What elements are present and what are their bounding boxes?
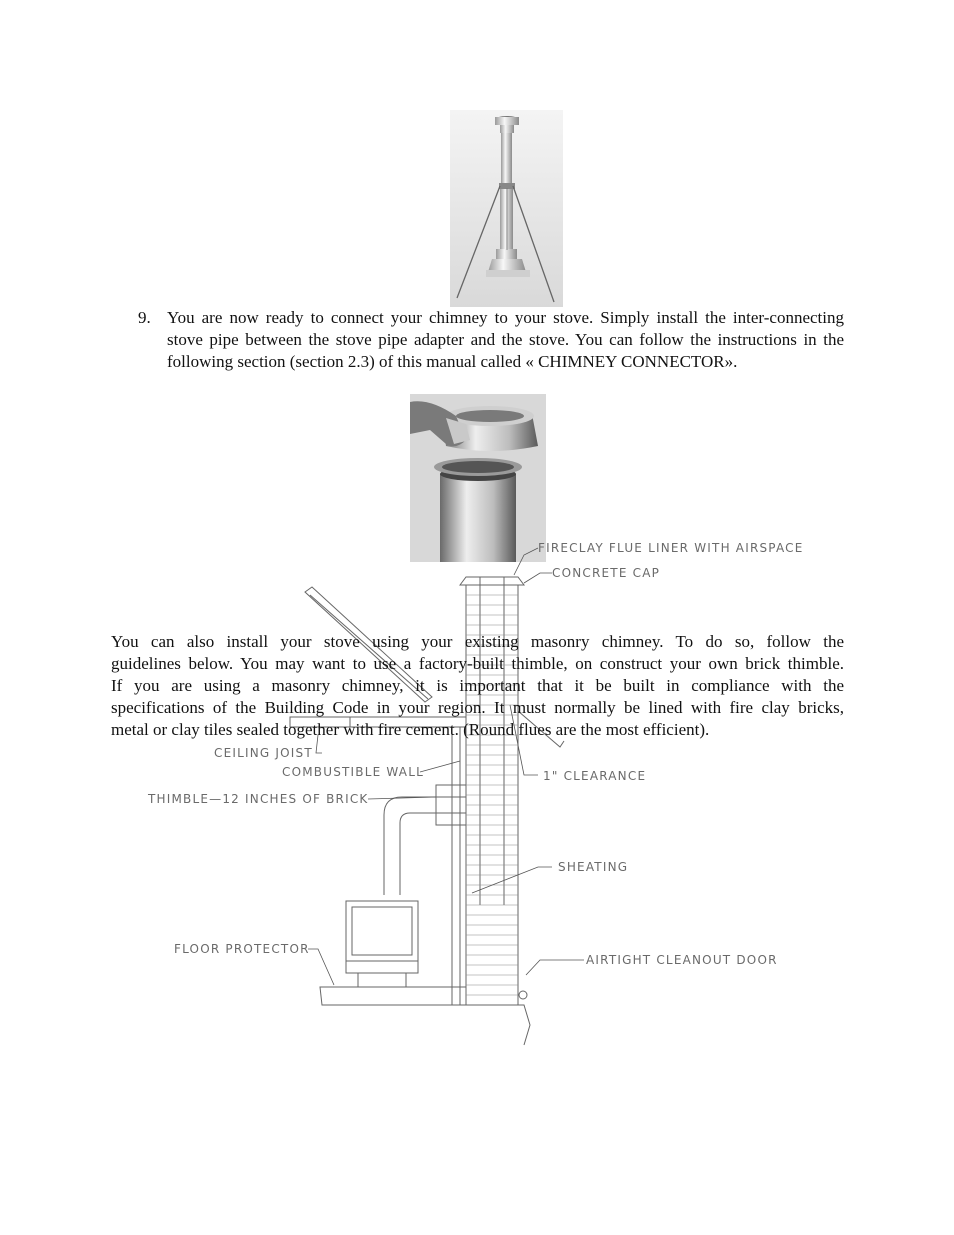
label-combustible-wall: COMBUSTIBLE WALL <box>282 765 424 779</box>
label-thimble: THIMBLE—12 INCHES OF BRICK <box>148 792 369 806</box>
paragraph-line: You can also install your stove using your existing masonry chimney. To do so, follow the <box>111 632 844 651</box>
step-text: You are now ready to connect your chimney to your stove. Simply install the inter-connecting stove pipe between the stove pipe adapter and the stove. You can follow the instructions in the following section (section 2.3) of this manual called « CHIMNEY CONNECTOR». <box>167 308 844 371</box>
paragraph-line: specifications of the Building Code in your region. It must normally be lined with fire clay bricks, <box>111 698 844 717</box>
paragraph-line: guidelines below. You may want to use a factory-built thimble, on construct your own brick thimble. <box>111 654 844 673</box>
label-fireclay-liner: FIRECLAY FLUE LINER WITH AIRSPACE <box>538 541 804 555</box>
label-clearance: 1" CLEARANCE <box>543 769 647 783</box>
label-ceiling-joist: CEILING JOIST <box>214 746 313 760</box>
label-concrete-cap: CONCRETE CAP <box>552 566 661 580</box>
chimney-stand-photo <box>450 110 563 307</box>
paragraph-line: metal or clay tiles sealed together with fire cement. (Round flues are the most efficient). <box>111 720 710 739</box>
paragraph-line: If you are using a masonry chimney, it is important that it be built in compliance with the <box>111 676 844 695</box>
label-sheating: SHEATING <box>558 860 629 874</box>
masonry-chimney-paragraph <box>111 631 844 741</box>
label-cleanout-door: AIRTIGHT CLEANOUT DOOR <box>586 953 778 967</box>
label-floor-protector: FLOOR PROTECTOR <box>174 942 310 956</box>
masonry-chimney-diagram <box>140 535 820 1055</box>
step-number: 9. <box>138 308 151 327</box>
